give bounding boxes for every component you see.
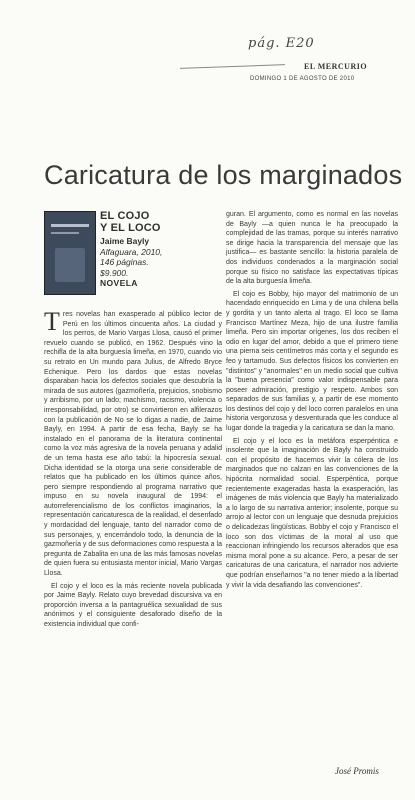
book-title-line2: Y EL LOCO bbox=[100, 222, 161, 234]
cover-title-band bbox=[51, 224, 89, 227]
paragraph-text: res novelas han exasperado al público lector de Perú en los últimos cincuenta años. La ciudad y los perros, de Mario Vargas Llosa, causó el primer revuelo cuando se publicó, en 1962. Después vino la rechifla de la alta burguesía limeña, en 1970, cuando vio su retrato en Un mundo para Julius, de Alfredo Bryce Echenique. Pero los dardos que estas novelas disparaban hacia los defectos sociales que descubría la mirada de sus autores (gazmoñería, prejuicios, snobismo y arribismo, por un lado; machismo, racismo, violencia o irresponsabilidad, por otro) se convirtieron en alfilerazos con la publicación de No se lo digas a nadie, de Jaime Bayly, en 1994. A partir de esa fecha, Bayly se ha instalado en el panorama de la literatura continental como la voz más agresiva de la novela peruana y adalid de un tema hasta ese año tabú: la hipocresía sexual. Dicha identidad se la otorga una serie considerable de relatos que ha publicado en los últimos quince años, pero siempre respondiendo al programa narrativo que impuso en su novela inaugural de 1994: el autorreferencialismo de los conflictos imaginarios, la representación caricaturesca de la realidad, el desenfado y mordacidad del lenguaje, tanto del narrador como de sus personajes, y, encerrándolo todo, la denuncia de la gazmoñería y de sus deformaciones como respuesta a la pregunta de Zabalita en una de las más famosas novelas de quien fuera su entusiasta mentor inicial, Mario Vargas Llosa. bbox=[44, 311, 222, 578]
drop-cap: T bbox=[44, 310, 60, 336]
paragraph: El cojo y el loco es la más reciente novela publicada por Jaime Bayly. Relato cuyo brevedad discursiva va en proporción inversa a la pantagruélica sexualidad de sus anónimos y el consiguiente desaforado diseño de la existencia individual que confi- bbox=[44, 582, 222, 628]
issue-date: DOMINGO 1 DE AGOSTO DE 2010 bbox=[250, 76, 355, 82]
paragraph: El cojo es Bobby, hijo mayor del matrimonio de un hacendado enriquecido en Lima y de una chilena bella y gordita y un tanto alerta al trago. El loco se llama Francisco Martínez Meza, hijo de una ilustre familia limeña. Pero sin importar orígenes, los dos reciben el odio en lugar del amor, debido a que el primero tiene una pierna seis centímetros más corta y el segundo es feo y tartamudo. Sus defectos físicos los convierten en "distintos" y "anormales" en un medio social que cultiva la "buena presencia" como valor indispensable para poseer admiración, prestigio y respeto. Ambos son separados de sus familias y, a partir de ese momento los destinos del cojo y del loco corren paralelos en una historia vergonzosa y desventurada que les conduce al lugar donde la tragedia y la caricatura se dan la mano. bbox=[226, 290, 398, 433]
cover-illustration bbox=[55, 248, 85, 282]
book-price: $9.900. bbox=[100, 267, 129, 278]
book-cover-image bbox=[44, 211, 96, 295]
paragraph: guran. El argumento, como es normal en las novelas de Bayly —a quien nunca le ha preocupado la complejidad de las tramas, porque su interés narrativo se dirige hacia la transparencia del mensaje que las justifica— es bastante sencillo: la historia paralela de dos individuos condenados a la marginación social porque su físico no satisface las expectativas típicas de la alta burguesía limeña. bbox=[226, 211, 398, 286]
newspaper-name: EL MERCURIO bbox=[304, 62, 368, 71]
handwritten-page-note: pág. E20 bbox=[248, 36, 315, 51]
book-pages: 146 páginas. bbox=[100, 257, 149, 267]
article-title: Caricatura de los marginados bbox=[44, 160, 403, 190]
book-title-line1: EL COJO bbox=[100, 210, 150, 222]
cover-author-band bbox=[51, 232, 79, 234]
paragraph bbox=[44, 310, 222, 579]
author-byline: José Promis bbox=[335, 766, 379, 776]
book-info-box bbox=[100, 210, 218, 289]
article-column-right bbox=[226, 210, 398, 770]
book-author: Jaime Bayly bbox=[100, 236, 150, 246]
handwritten-underline bbox=[180, 64, 285, 69]
book-genre: NOVELA bbox=[100, 278, 138, 288]
book-publisher-year: Alfaguara, 2010, bbox=[100, 246, 163, 257]
paragraph: El cojo y el loco es la metáfora esperpéntica e insolente que la imaginación de Bayly ha construido con el propósito de hacernos vivir la cólera de los marginados que no calzan en las convenciones de la hipócrita normalidad social. Esperpéntica, porque recientemente exageradas hasta la exasperación, las imágenes de más violencia que Bayly ha materializado a lo largo de su narrativa anterior; insolente, porque su arrojo al lector con un lenguaje que desnuda prejuicios o delicadezas lingüísticas. Bobby el cojo y Francisco el loco son dos víctimas de la moral al uso que reaccionan infringiendo los recursos alterados que esa misma moral pone a su alcance. Pero, a pesar de ser caricaturas de una caricatura, el narrador nos advierte que podrían enseñarnos "a no tener miedo a la libertad y vivir la vida desafiando las convenciones". bbox=[226, 437, 398, 589]
article-column-left bbox=[44, 310, 222, 760]
